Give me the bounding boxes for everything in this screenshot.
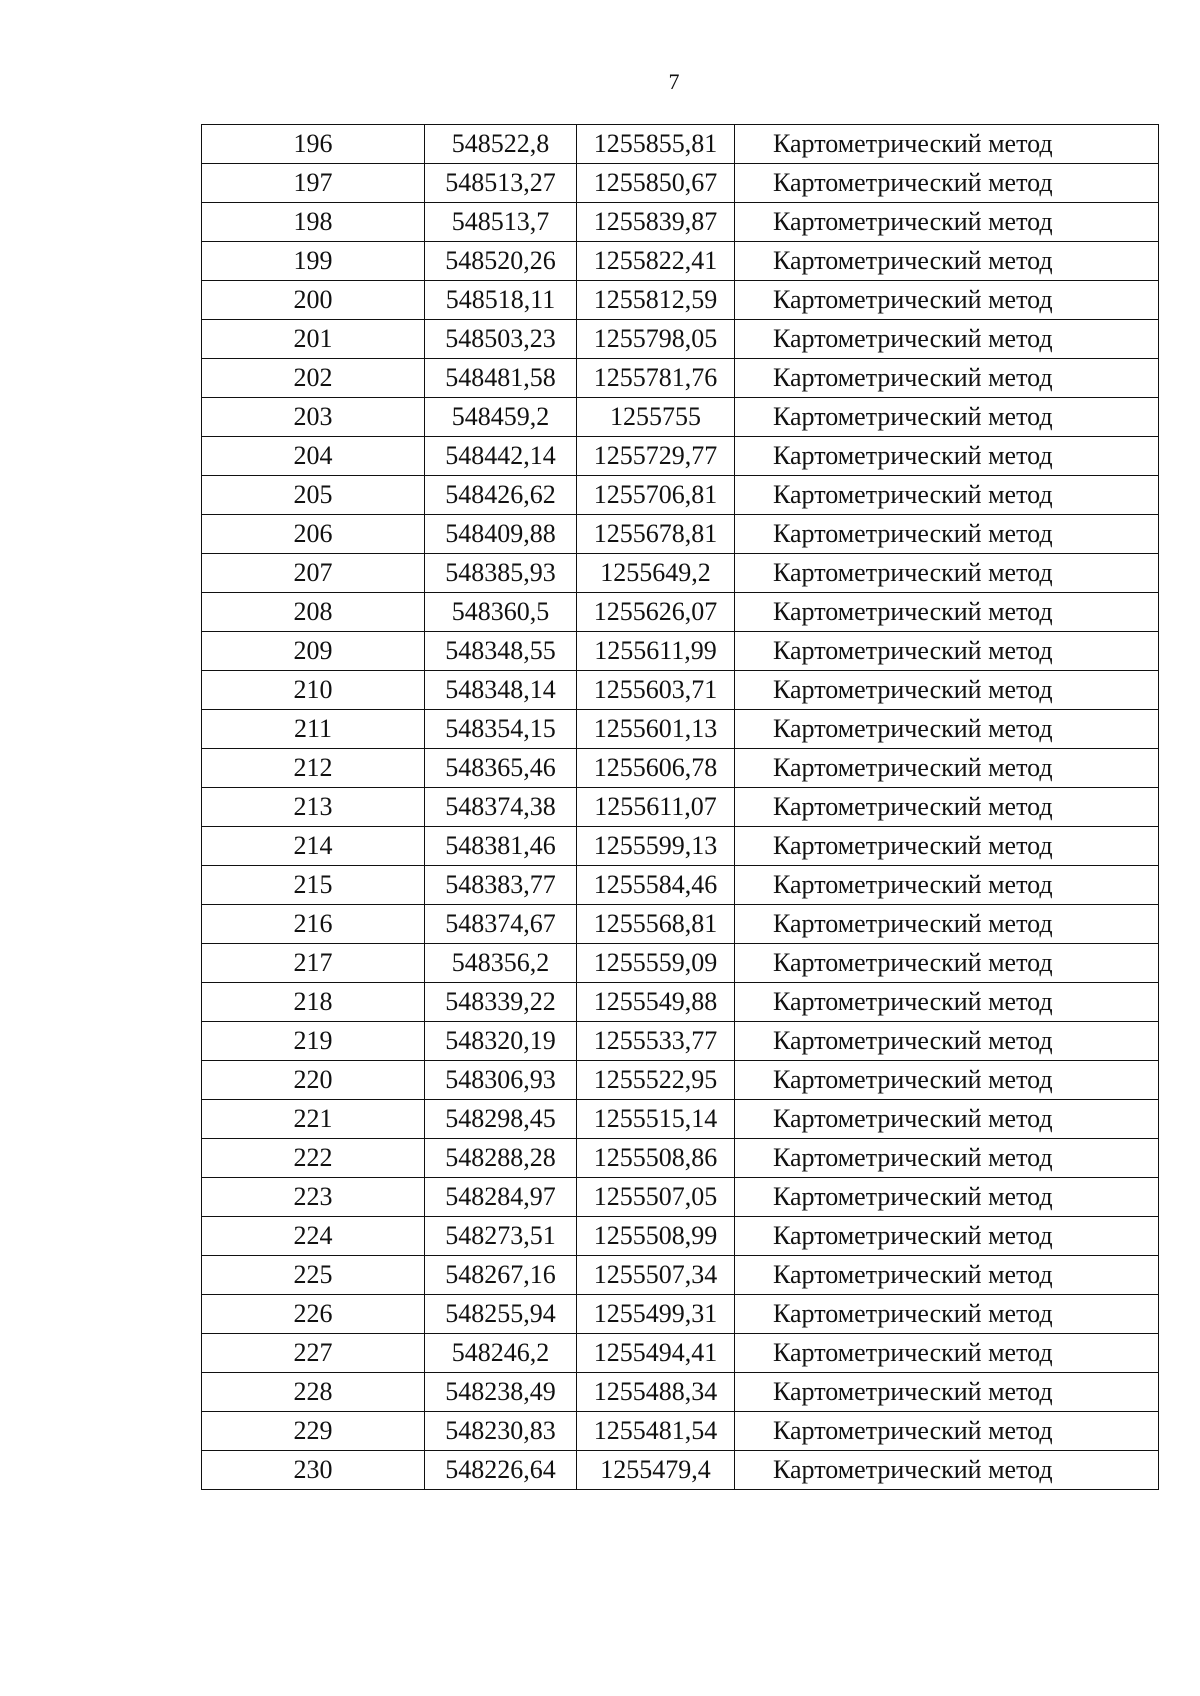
point-number-cell: 215: [202, 866, 425, 905]
y-coordinate-cell: 1255499,31: [577, 1295, 735, 1334]
x-coordinate-cell: 548238,49: [425, 1373, 577, 1412]
table-row: [202, 515, 1159, 554]
y-coordinate-cell: 1255508,99: [577, 1217, 735, 1256]
y-coordinate-cell: 1255611,99: [577, 632, 735, 671]
point-number-cell: 200: [202, 281, 425, 320]
point-number-cell: 230: [202, 1451, 425, 1490]
method-cell: Картометрический метод: [735, 1217, 1159, 1256]
y-coordinate-cell: 1255507,05: [577, 1178, 735, 1217]
point-number-cell: 211: [202, 710, 425, 749]
table-row: [202, 125, 1159, 164]
table-row: [202, 1295, 1159, 1334]
method-cell: Картометрический метод: [735, 1373, 1159, 1412]
point-number-cell: 196: [202, 125, 425, 164]
method-cell: Картометрический метод: [735, 1412, 1159, 1451]
table-row: [202, 203, 1159, 242]
point-number-cell: 222: [202, 1139, 425, 1178]
method-cell: Картометрический метод: [735, 1178, 1159, 1217]
method-cell: Картометрический метод: [735, 1061, 1159, 1100]
x-coordinate-cell: 548284,97: [425, 1178, 577, 1217]
method-cell: Картометрический метод: [735, 164, 1159, 203]
y-coordinate-cell: 1255606,78: [577, 749, 735, 788]
point-number-cell: 225: [202, 1256, 425, 1295]
method-cell: Картометрический метод: [735, 554, 1159, 593]
point-number-cell: 203: [202, 398, 425, 437]
method-cell: Картометрический метод: [735, 320, 1159, 359]
x-coordinate-cell: 548365,46: [425, 749, 577, 788]
x-coordinate-cell: 548520,26: [425, 242, 577, 281]
y-coordinate-cell: 1255494,41: [577, 1334, 735, 1373]
point-number-cell: 219: [202, 1022, 425, 1061]
coordinates-table: [201, 124, 1159, 1490]
x-coordinate-cell: 548226,64: [425, 1451, 577, 1490]
table-row: [202, 437, 1159, 476]
y-coordinate-cell: 1255507,34: [577, 1256, 735, 1295]
y-coordinate-cell: 1255515,14: [577, 1100, 735, 1139]
point-number-cell: 223: [202, 1178, 425, 1217]
y-coordinate-cell: 1255812,59: [577, 281, 735, 320]
point-number-cell: 217: [202, 944, 425, 983]
table-row: [202, 1178, 1159, 1217]
table-row: [202, 710, 1159, 749]
table-row: [202, 983, 1159, 1022]
x-coordinate-cell: 548374,38: [425, 788, 577, 827]
y-coordinate-cell: 1255479,4: [577, 1451, 735, 1490]
table-row: [202, 1334, 1159, 1373]
x-coordinate-cell: 548306,93: [425, 1061, 577, 1100]
method-cell: Картометрический метод: [735, 1139, 1159, 1178]
point-number-cell: 207: [202, 554, 425, 593]
table-row: [202, 476, 1159, 515]
table-row: [202, 359, 1159, 398]
table-row: [202, 1100, 1159, 1139]
x-coordinate-cell: 548459,2: [425, 398, 577, 437]
method-cell: Картометрический метод: [735, 515, 1159, 554]
x-coordinate-cell: 548298,45: [425, 1100, 577, 1139]
table-row: [202, 866, 1159, 905]
table-row: [202, 1412, 1159, 1451]
table-row: [202, 554, 1159, 593]
x-coordinate-cell: 548385,93: [425, 554, 577, 593]
method-cell: Картометрический метод: [735, 203, 1159, 242]
page-number: 7: [668, 69, 680, 94]
x-coordinate-cell: 548273,51: [425, 1217, 577, 1256]
x-coordinate-cell: 548442,14: [425, 437, 577, 476]
point-number-cell: 220: [202, 1061, 425, 1100]
x-coordinate-cell: 548320,19: [425, 1022, 577, 1061]
table-row: [202, 671, 1159, 710]
table-row: [202, 1373, 1159, 1412]
method-cell: Картометрический метод: [735, 632, 1159, 671]
y-coordinate-cell: 1255611,07: [577, 788, 735, 827]
y-coordinate-cell: 1255855,81: [577, 125, 735, 164]
method-cell: Картометрический метод: [735, 1100, 1159, 1139]
y-coordinate-cell: 1255850,67: [577, 164, 735, 203]
y-coordinate-cell: 1255706,81: [577, 476, 735, 515]
table-row: [202, 242, 1159, 281]
method-cell: Картометрический метод: [735, 1295, 1159, 1334]
x-coordinate-cell: 548255,94: [425, 1295, 577, 1334]
method-cell: Картометрический метод: [735, 359, 1159, 398]
x-coordinate-cell: 548383,77: [425, 866, 577, 905]
y-coordinate-cell: 1255584,46: [577, 866, 735, 905]
x-coordinate-cell: 548426,62: [425, 476, 577, 515]
point-number-cell: 208: [202, 593, 425, 632]
method-cell: Картометрический метод: [735, 905, 1159, 944]
point-number-cell: 199: [202, 242, 425, 281]
x-coordinate-cell: 548356,2: [425, 944, 577, 983]
table-row: [202, 749, 1159, 788]
method-cell: Картометрический метод: [735, 866, 1159, 905]
y-coordinate-cell: 1255603,71: [577, 671, 735, 710]
table-row: [202, 281, 1159, 320]
y-coordinate-cell: 1255601,13: [577, 710, 735, 749]
method-cell: Картометрический метод: [735, 1022, 1159, 1061]
x-coordinate-cell: 548513,7: [425, 203, 577, 242]
point-number-cell: 221: [202, 1100, 425, 1139]
table-row: [202, 593, 1159, 632]
point-number-cell: 228: [202, 1373, 425, 1412]
y-coordinate-cell: 1255678,81: [577, 515, 735, 554]
table-row: [202, 164, 1159, 203]
x-coordinate-cell: 548381,46: [425, 827, 577, 866]
method-cell: Картометрический метод: [735, 749, 1159, 788]
point-number-cell: 206: [202, 515, 425, 554]
method-cell: Картометрический метод: [735, 671, 1159, 710]
x-coordinate-cell: 548348,55: [425, 632, 577, 671]
method-cell: Картометрический метод: [735, 1256, 1159, 1295]
y-coordinate-cell: 1255488,34: [577, 1373, 735, 1412]
point-number-cell: 198: [202, 203, 425, 242]
y-coordinate-cell: 1255549,88: [577, 983, 735, 1022]
method-cell: Картометрический метод: [735, 281, 1159, 320]
x-coordinate-cell: 548348,14: [425, 671, 577, 710]
point-number-cell: 229: [202, 1412, 425, 1451]
method-cell: Картометрический метод: [735, 1451, 1159, 1490]
y-coordinate-cell: 1255729,77: [577, 437, 735, 476]
y-coordinate-cell: 1255559,09: [577, 944, 735, 983]
table-row: [202, 632, 1159, 671]
x-coordinate-cell: 548374,67: [425, 905, 577, 944]
table-row: [202, 905, 1159, 944]
x-coordinate-cell: 548267,16: [425, 1256, 577, 1295]
method-cell: Картометрический метод: [735, 710, 1159, 749]
x-coordinate-cell: 548360,5: [425, 593, 577, 632]
x-coordinate-cell: 548518,11: [425, 281, 577, 320]
table-row: [202, 788, 1159, 827]
point-number-cell: 214: [202, 827, 425, 866]
y-coordinate-cell: 1255649,2: [577, 554, 735, 593]
method-cell: Картометрический метод: [735, 1334, 1159, 1373]
x-coordinate-cell: 548522,8: [425, 125, 577, 164]
point-number-cell: 202: [202, 359, 425, 398]
method-cell: Картометрический метод: [735, 983, 1159, 1022]
x-coordinate-cell: 548339,22: [425, 983, 577, 1022]
y-coordinate-cell: 1255798,05: [577, 320, 735, 359]
y-coordinate-cell: 1255533,77: [577, 1022, 735, 1061]
y-coordinate-cell: 1255599,13: [577, 827, 735, 866]
y-coordinate-cell: 1255755: [577, 398, 735, 437]
table-row: [202, 1022, 1159, 1061]
x-coordinate-cell: 548409,88: [425, 515, 577, 554]
y-coordinate-cell: 1255626,07: [577, 593, 735, 632]
table-row: [202, 1256, 1159, 1295]
table-row: [202, 320, 1159, 359]
x-coordinate-cell: 548503,23: [425, 320, 577, 359]
table-row: [202, 827, 1159, 866]
point-number-cell: 209: [202, 632, 425, 671]
x-coordinate-cell: 548513,27: [425, 164, 577, 203]
point-number-cell: 227: [202, 1334, 425, 1373]
point-number-cell: 216: [202, 905, 425, 944]
y-coordinate-cell: 1255568,81: [577, 905, 735, 944]
point-number-cell: 226: [202, 1295, 425, 1334]
method-cell: Картометрический метод: [735, 827, 1159, 866]
point-number-cell: 213: [202, 788, 425, 827]
table-row: [202, 944, 1159, 983]
y-coordinate-cell: 1255822,41: [577, 242, 735, 281]
table-row: [202, 1061, 1159, 1100]
x-coordinate-cell: 548481,58: [425, 359, 577, 398]
point-number-cell: 201: [202, 320, 425, 359]
y-coordinate-cell: 1255781,76: [577, 359, 735, 398]
table-row: [202, 1217, 1159, 1256]
point-number-cell: 205: [202, 476, 425, 515]
table-row: [202, 398, 1159, 437]
coordinates-table-body: [202, 125, 1159, 1490]
method-cell: Картометрический метод: [735, 437, 1159, 476]
point-number-cell: 210: [202, 671, 425, 710]
method-cell: Картометрический метод: [735, 476, 1159, 515]
x-coordinate-cell: 548246,2: [425, 1334, 577, 1373]
method-cell: Картометрический метод: [735, 125, 1159, 164]
y-coordinate-cell: 1255839,87: [577, 203, 735, 242]
method-cell: Картометрический метод: [735, 593, 1159, 632]
table-row: [202, 1139, 1159, 1178]
method-cell: Картометрический метод: [735, 242, 1159, 281]
point-number-cell: 224: [202, 1217, 425, 1256]
y-coordinate-cell: 1255481,54: [577, 1412, 735, 1451]
method-cell: Картометрический метод: [735, 944, 1159, 983]
point-number-cell: 218: [202, 983, 425, 1022]
method-cell: Картометрический метод: [735, 398, 1159, 437]
y-coordinate-cell: 1255508,86: [577, 1139, 735, 1178]
table-row: [202, 1451, 1159, 1490]
point-number-cell: 204: [202, 437, 425, 476]
method-cell: Картометрический метод: [735, 788, 1159, 827]
x-coordinate-cell: 548230,83: [425, 1412, 577, 1451]
point-number-cell: 212: [202, 749, 425, 788]
x-coordinate-cell: 548288,28: [425, 1139, 577, 1178]
point-number-cell: 197: [202, 164, 425, 203]
y-coordinate-cell: 1255522,95: [577, 1061, 735, 1100]
x-coordinate-cell: 548354,15: [425, 710, 577, 749]
